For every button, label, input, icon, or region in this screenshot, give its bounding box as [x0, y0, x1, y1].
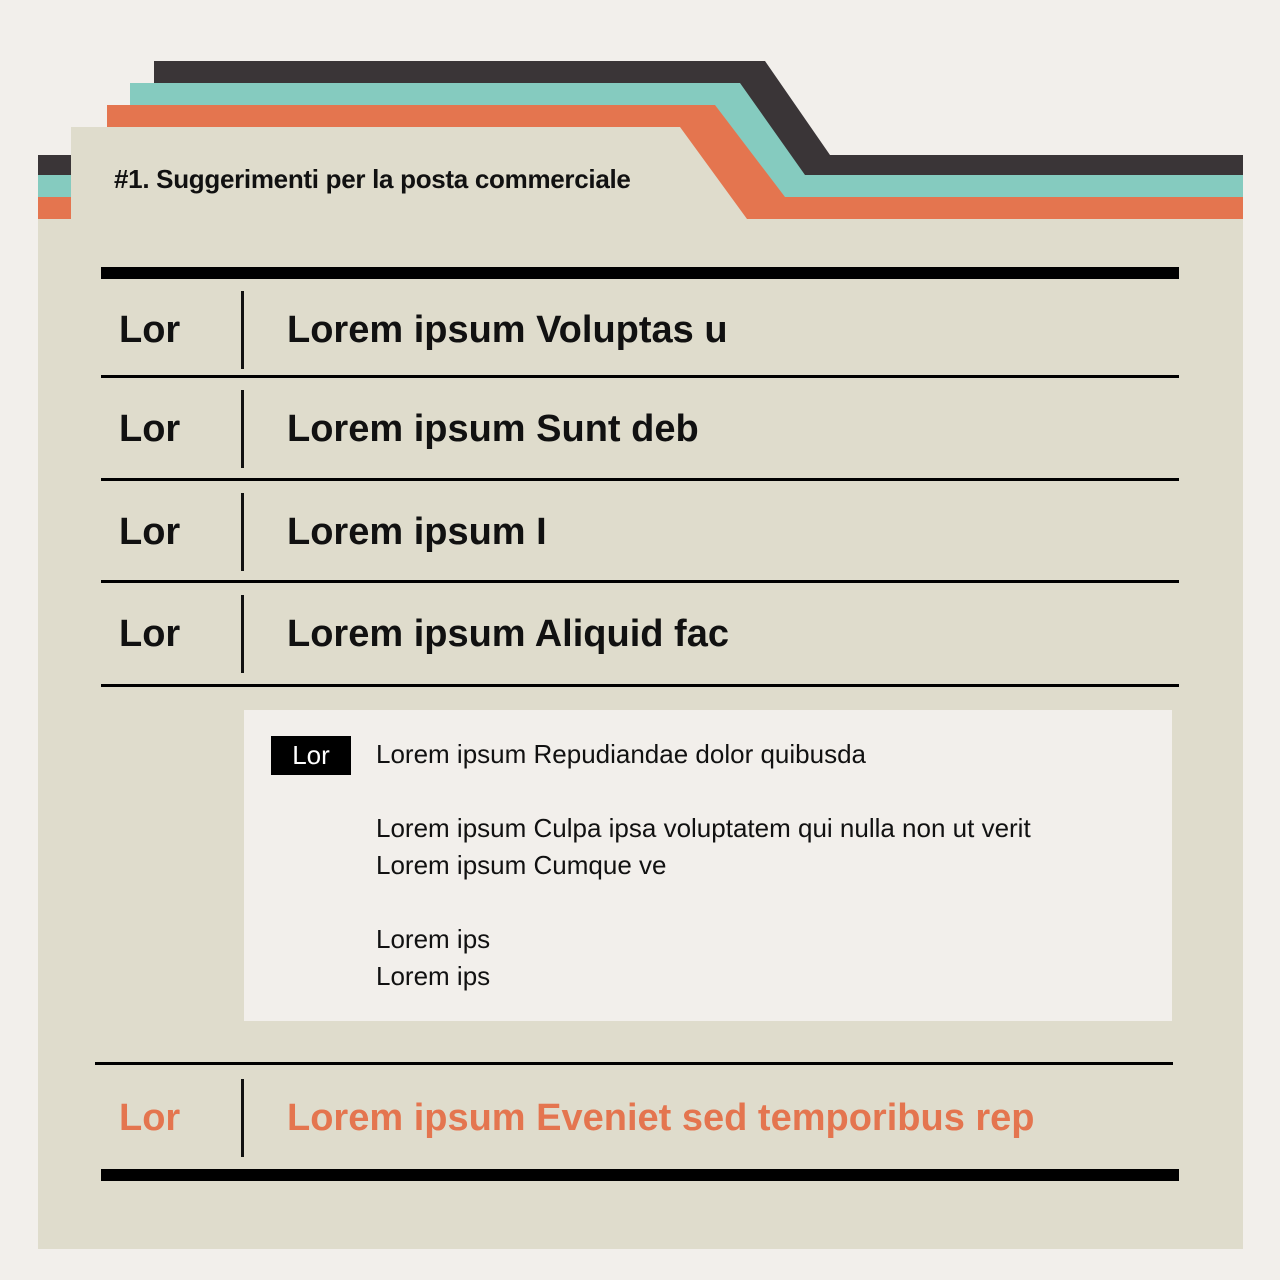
table-row: [101, 583, 1179, 685]
row-value: Lorem ipsum Sunt deb: [287, 407, 699, 450]
row-key: Lor: [119, 510, 181, 553]
row-key: Lor: [119, 407, 181, 450]
footer-row-value: Lorem ipsum Eveniet sed temporibus rep: [287, 1096, 1035, 1139]
column-divider: [241, 1079, 244, 1157]
note-tag: Lor: [271, 736, 351, 775]
note-box: [244, 710, 1172, 1021]
note-line: Lorem ipsum Cumque ve: [376, 850, 667, 880]
footer-row-key: Lor: [119, 1096, 181, 1139]
page-title: #1. Suggerimenti per la posta commerciale: [114, 164, 631, 194]
footer-row: [101, 1067, 1179, 1169]
row-value: Lorem ipsum Voluptas u: [287, 308, 728, 351]
note-line: Lorem ipsum Repudiandae dolor quibusda: [376, 739, 866, 769]
row-value: Lorem ipsum Aliquid fac: [287, 612, 729, 655]
row-value: Lorem ipsum I: [287, 510, 547, 553]
footer-divider: [95, 1062, 1173, 1065]
row-key: Lor: [119, 612, 181, 655]
column-divider: [241, 595, 244, 673]
column-divider: [241, 390, 244, 468]
top-thick-rule: [101, 267, 1179, 279]
bottom-thick-rule: [101, 1169, 1179, 1181]
note-line: Lorem ips: [376, 924, 491, 954]
note-line: Lorem ips: [376, 961, 491, 991]
table-row: [101, 279, 1179, 381]
table-row: [101, 378, 1179, 480]
row-divider: [101, 684, 1179, 687]
row-key: Lor: [119, 308, 181, 351]
table-row: [101, 481, 1179, 583]
note-line: Lorem ipsum Culpa ipsa voluptatem qui nulla non ut verit: [376, 813, 1031, 843]
column-divider: [241, 291, 244, 369]
column-divider: [241, 493, 244, 571]
